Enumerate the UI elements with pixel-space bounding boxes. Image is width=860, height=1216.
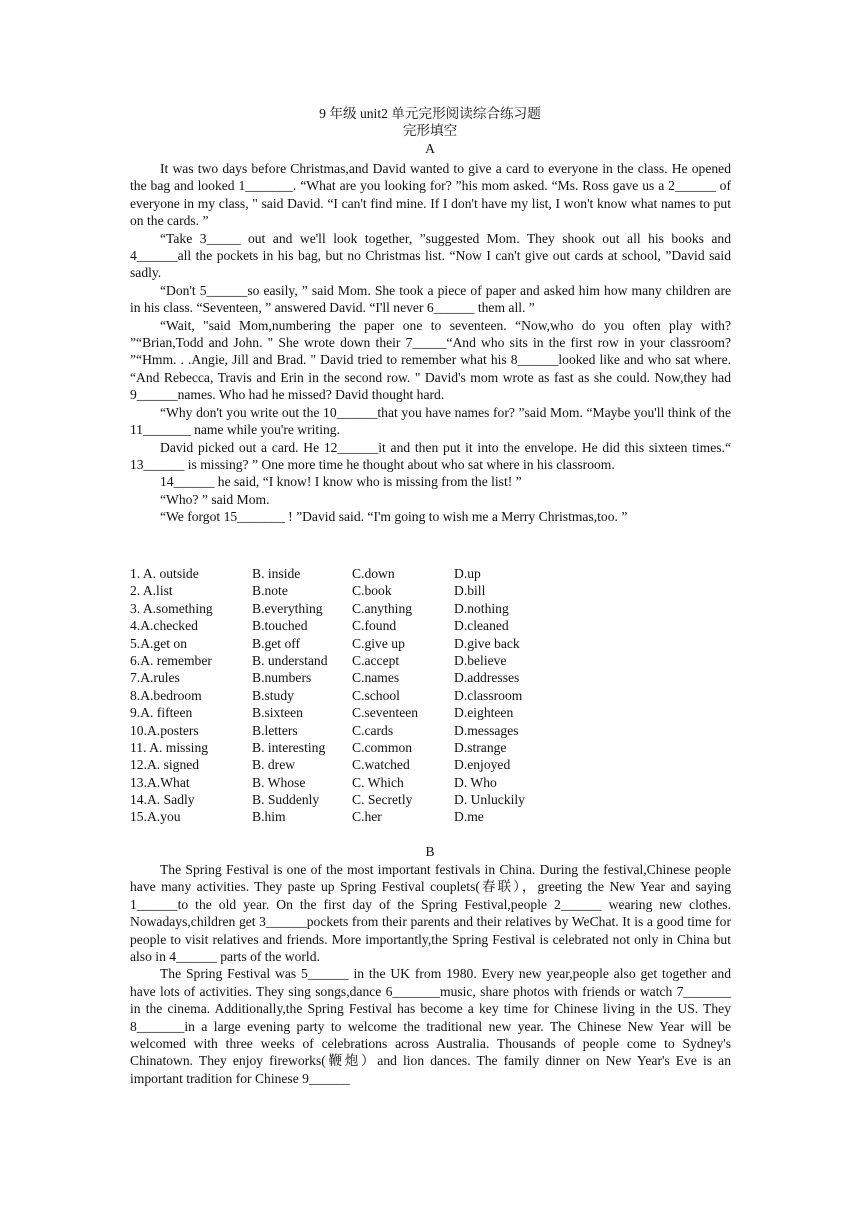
- option-row: [130, 669, 730, 686]
- option-choice: 6.A. remember: [130, 652, 212, 668]
- option-choice: D.messages: [454, 722, 519, 738]
- option-choice: D.me: [454, 809, 484, 825]
- passage-paragraph: “Don't 5______so easily, ” said Mom. She took a piece of paper and asked him how many children are in his class. “Seventeen, ” answered David. “I'll never 6______ them all. ”: [130, 282, 731, 316]
- option-choice: B.sixteen: [252, 705, 303, 721]
- option-choice: D.classroom: [454, 687, 523, 703]
- option-choice: D.enjoyed: [454, 757, 511, 773]
- option-choice: D. Who: [454, 774, 497, 790]
- option-choice: B.get off: [252, 635, 301, 651]
- option-choice: C.names: [352, 670, 400, 686]
- option-choice: D.bill: [454, 583, 486, 599]
- option-choice: 13.A.What: [130, 774, 190, 790]
- option-choice: 4.A.checked: [130, 618, 198, 634]
- option-row: [130, 808, 730, 825]
- option-choice: B. drew: [252, 757, 296, 773]
- option-choice: 10.A.posters: [130, 722, 199, 738]
- option-choice: C.down: [352, 566, 395, 581]
- option-choice: 3. A.something: [130, 600, 213, 616]
- passage-paragraph: The Spring Festival is one of the most important festivals in China. During the festival,Chinese people have many activities. They paste up Spring Festival couplets(春联），greeting the New Year and saying 1______to the old year. On the first day of the Spring Festival,people 2______ wearing new clothes. Nowadays,children get 3______pockets from their parents and their relatives by WeChat. It is a good time for people to visit relatives and friends. More importantly,the Spring Festival is celebrated not only in China but also in 4______ parts of the world.: [130, 862, 731, 965]
- option-choice: C.give up: [352, 635, 405, 651]
- passage-paragraph: It was two days before Christmas,and David wanted to give a card to everyone in the class. He opened the bag and looked 1_______. “What are you looking for? ”his mom asked. “Ms. Ross gave us a 2______ of everyone in my class, " said David. “I can't find mine. If I don't have my list, I won't know what names to put on the cards. ”: [130, 161, 731, 229]
- option-choice: 1. A. outside: [130, 566, 199, 581]
- option-choice: D.eighteen: [454, 705, 514, 721]
- option-choice: B. understand: [252, 652, 328, 668]
- option-choice: B. interesting: [252, 739, 326, 755]
- option-choice: B.numbers: [252, 670, 312, 686]
- option-choice: 11. A. missing: [130, 739, 209, 755]
- option-row: [130, 756, 730, 773]
- option-choice: B. Whose: [252, 774, 306, 790]
- passage-paragraph: “Who? ” said Mom.: [160, 491, 270, 507]
- option-choice: D.believe: [454, 652, 507, 668]
- document-title: 9 年级 unit2 单元完形阅读综合练习题: [319, 106, 541, 121]
- option-choice: D.strange: [454, 739, 507, 755]
- option-choice: 8.A.bedroom: [130, 687, 202, 703]
- option-choice: B.study: [252, 687, 294, 703]
- section-b-label: B: [425, 844, 435, 859]
- option-choice: 15.A.you: [130, 809, 181, 825]
- option-choice: C.school: [352, 687, 400, 703]
- document-subtitle: 完形填空: [402, 123, 458, 139]
- option-choice: B.touched: [252, 618, 308, 634]
- option-choice: B.letters: [252, 722, 298, 738]
- option-choice: C. Which: [352, 774, 404, 790]
- option-row: [130, 722, 730, 739]
- option-choice: C.book: [352, 583, 392, 599]
- option-choice: B. inside: [252, 566, 301, 581]
- option-choice: 2. A.list: [130, 583, 173, 599]
- option-choice: B. Suddenly: [252, 792, 320, 808]
- option-choice: B.note: [252, 583, 288, 599]
- section-b-passage: [130, 861, 731, 1087]
- option-choice: 14.A. Sadly: [130, 792, 195, 808]
- option-choice: B.everything: [252, 600, 323, 616]
- passage-paragraph: “Why don't you write out the 10______that you have names for? ”said Mom. “Maybe you'll think of the 11_______ name while you're writing.: [130, 404, 731, 438]
- passage-paragraph: “Wait, "said Mom,numbering the paper one to seventeen. “Now,who do you often play with? ”“Brian,Todd and John. " She wrote down their 7_____“And who sits in the first row in your classroom? ”“Hmm. . .Angie, Jill and Brad. " David tried to remember what his 8______looked like and who sat where. “And Rebecca, Travis and Erin in the second row. " David's mom wrote as fast as she could. Now,they had 9______names. Who had he missed? David thought hard.: [130, 317, 731, 403]
- option-choice: D.give back: [454, 635, 520, 651]
- option-row: [130, 687, 730, 704]
- option-choice: 12.A. signed: [130, 757, 200, 773]
- option-row: [130, 774, 730, 791]
- option-choice: C. Secretly: [352, 792, 413, 808]
- option-row: [130, 635, 730, 652]
- option-choice: B.him: [252, 809, 286, 825]
- option-row: [130, 617, 730, 634]
- option-choice: C.accept: [352, 652, 400, 668]
- option-choice: 7.A.rules: [130, 670, 180, 686]
- section-a-passage: [130, 160, 731, 526]
- passage-paragraph: “Take 3_____ out and we'll look together, ”suggested Mom. They shook out all his books and 4______all the pockets in his bag, but no Christmas list. “Now I can't give out cards at school, ”David said sadly.: [130, 230, 731, 281]
- document-header: [0, 105, 860, 157]
- passage-paragraph: David picked out a card. He 12______it and then put it into the envelope. He did this sixteen times.“ 13______ is missing? ” One more time he thought about who sat where in his classroom.: [130, 439, 731, 472]
- option-choice: 9.A. fifteen: [130, 705, 193, 721]
- section-a-label: A: [425, 140, 435, 156]
- answer-options: [130, 565, 730, 826]
- option-choice: C.her: [352, 809, 382, 825]
- option-choice: C.common: [352, 739, 413, 755]
- option-choice: C.watched: [352, 757, 410, 773]
- option-choice: D.cleaned: [454, 618, 509, 634]
- passage-paragraph: The Spring Festival was 5______ in the UK from 1980. Every new year,people also get together and have lots of activities. They sing songs,dance 6_______music, share photos with friends or watch 7_______ in the cinema. Additionally,the Spring Festival has become a key time for Chinese living in the US. They 8_______in a large evening party to welcome the traditional new year. The Chinese New Year will be welcomed with three weeks of celebrations across Australia. Thousands of people come to Sydney's Chinatown. They enjoy fireworks(鞭炮）and lion dances. The family dinner on New Year's Eve is an important tradition for Chinese 9______: [130, 966, 731, 1086]
- option-choice: D.nothing: [454, 600, 509, 616]
- option-choice: D.addresses: [454, 670, 520, 686]
- option-row: [130, 600, 730, 617]
- option-choice: D.up: [454, 566, 481, 581]
- passage-paragraph: “We forgot 15_______ ! ”David said. “I'm going to wish me a Merry Christmas,too. ”: [160, 509, 628, 525]
- passage-paragraph: 14______ he said, “I know! I know who is missing from the list! ”: [160, 474, 522, 490]
- option-row: [130, 791, 730, 808]
- option-choice: C.seventeen: [352, 705, 419, 721]
- option-row: [130, 739, 730, 756]
- option-choice: C.anything: [352, 600, 413, 616]
- option-choice: C.found: [352, 618, 397, 634]
- option-row: [130, 652, 730, 669]
- option-choice: D. Unluckily: [454, 792, 525, 808]
- option-choice: 5.A.get on: [130, 635, 188, 651]
- option-row: [130, 704, 730, 721]
- option-row: [130, 582, 730, 599]
- option-choice: C.cards: [352, 722, 394, 738]
- option-row: [130, 565, 730, 582]
